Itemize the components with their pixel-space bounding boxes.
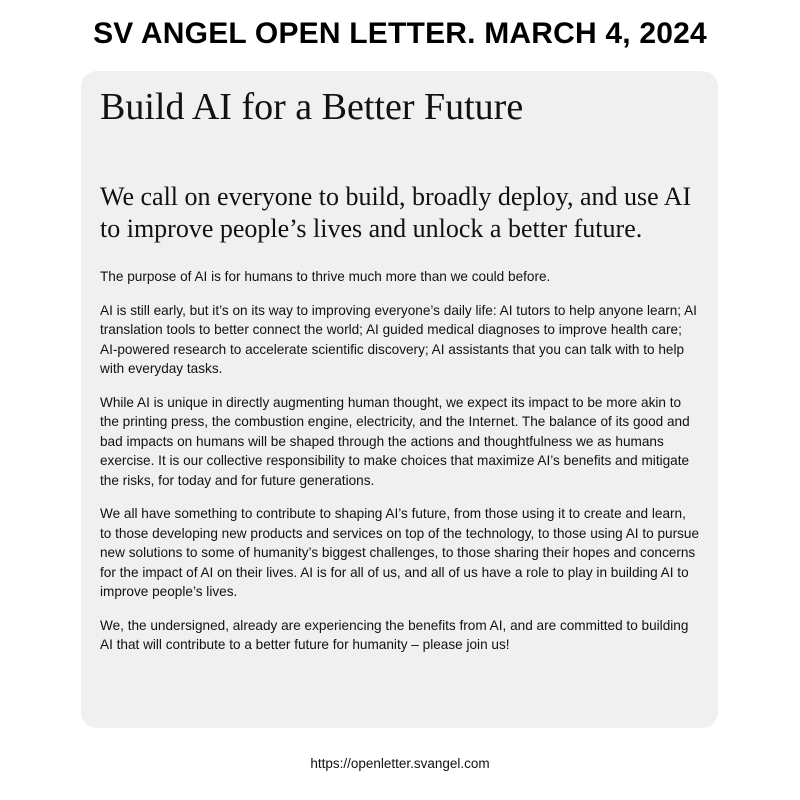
letter-paragraph: We all have something to contribute to shaping AI’s future, from those using it to create and learn, to those developing new products and services on top of the technology, to those using AI to pursue new solutions to some of humanity’s biggest challenges, to those sharing their hopes and concerns for the impact of AI on their lives. AI is for all of us, and all of us have a role to play in building AI to improve people’s lives. (100, 506, 700, 599)
letter-title: Build AI for a Better Future (100, 86, 524, 128)
letter-paragraph: We, the undersigned, already are experiencing the benefits from AI, and are committed to building AI that will contribute to a better future for humanity – please join us! (100, 617, 689, 652)
letter-paragraph: The purpose of AI is for humans to thrive much more than we could before. (100, 269, 551, 284)
footer-url-link[interactable]: https://openletter.svangel.com (310, 756, 490, 771)
page-header-title: SV ANGEL OPEN LETTER. MARCH 4, 2024 (93, 17, 707, 50)
letter-card (81, 71, 718, 728)
letter-paragraph: AI is still early, but it’s on its way to improving everyone’s daily life: AI tutors to help anyone learn; AI translation tools to better connect the world; AI guided medical diagnoses to improve health care; AI-powered research to accelerate scientific discovery; AI assistants that you can talk with to help with everyday tasks. (100, 302, 697, 376)
letter-body (100, 267, 698, 655)
letter-subtitle: We call on everyone to build, broadly deploy, and use AI to improve people’s lives and unlock a better future. (100, 182, 692, 243)
letter-paragraph: While AI is unique in directly augmenting human thought, we expect its impact to be more akin to the printing press, the combustion engine, electricity, and the Internet. The balance of its good and bad impacts on humans will be shaped through the actions and thoughtfulness we as humans exercise. It is our collective responsibility to make choices that maximize AI’s benefits and mitigate the risks, for today and for future generations. (100, 394, 690, 488)
